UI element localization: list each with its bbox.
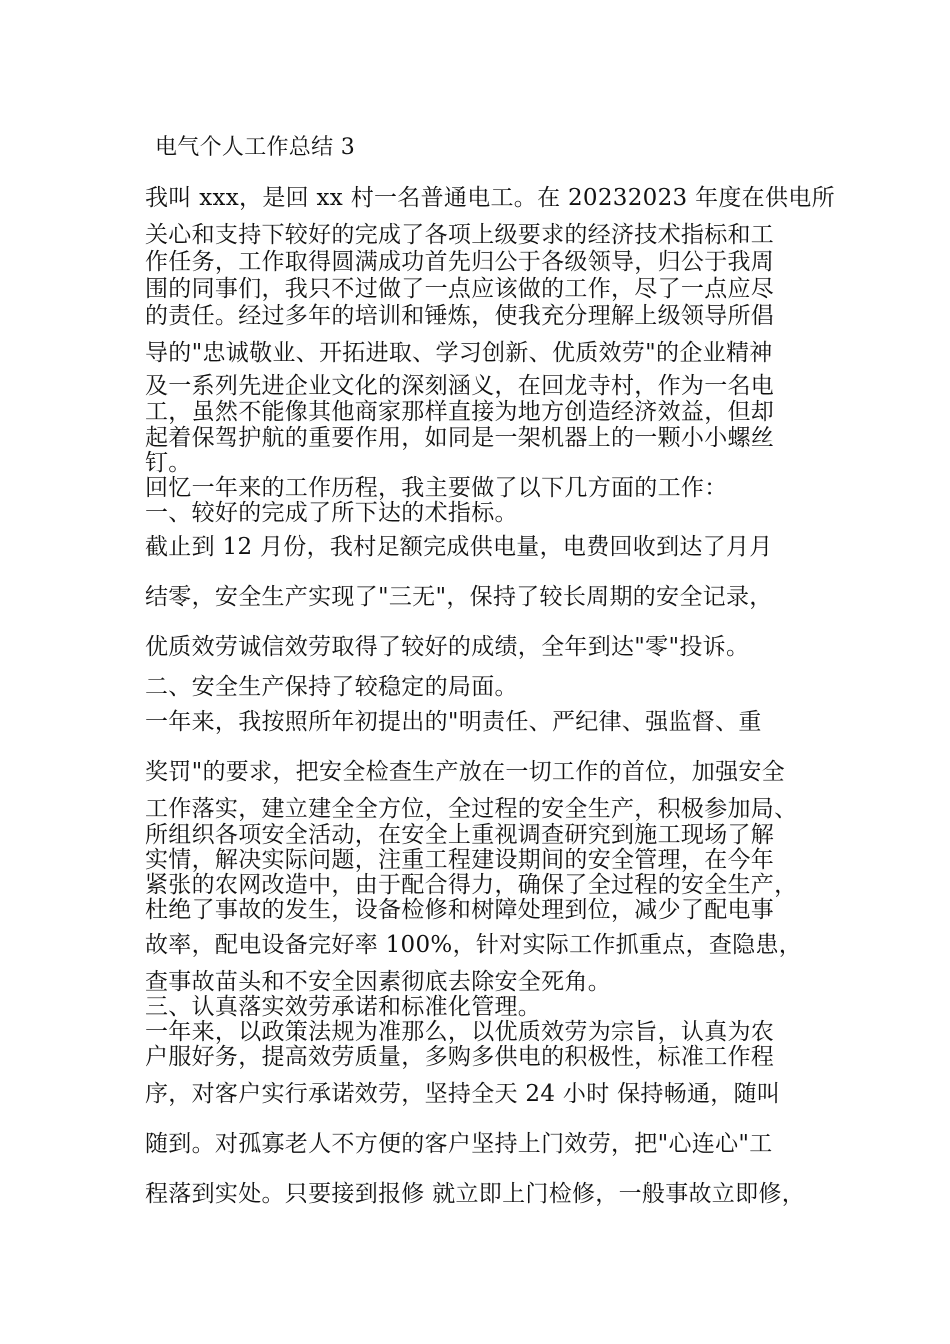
text-line: 截止到 12 月份，我村足额完成供电量，电费回收到达了月月 <box>145 534 773 560</box>
text-line: 导的"忠诚敬业、开拓进取、学习创新、优质效劳"的企业精神 <box>145 340 773 366</box>
text-line: 我叫 xxx，是回 xx 村一名普通电工。在 20232023 年度在供电所 <box>145 185 835 211</box>
text-line: 的责任。经过多年的培训和锤炼，使我充分理解上级领导所倡 <box>145 303 775 329</box>
text-line: 围的同事们，我只不过做了一点应该做的工作，尽了一点应尽 <box>145 276 775 302</box>
text-line: 户服好务，提高效劳质量，多购多供电的积极性，标准工作程 <box>145 1044 775 1070</box>
text-line: 起着保驾护航的重要作用，如同是一架机器上的一颗小小螺丝 <box>145 425 775 451</box>
text-line: 结零，安全生产实现了"三无"，保持了较长周期的安全记录， <box>145 584 773 610</box>
text-line: 一年来，我按照所年初提出的"明责任、严纪律、强监督、重 <box>145 709 762 735</box>
text-line: 所组织各项安全活动，在安全上重视调查研究到施工现场了解 <box>145 822 775 848</box>
text-line: 实情，解决实际问题，注重工程建设期间的安全管理，在今年 <box>145 847 775 873</box>
document-title: 电气个人工作总结 3 <box>155 135 355 160</box>
text-line: 紧张的农网改造中，由于配合得力，确保了全过程的安全生产， <box>145 872 798 898</box>
section-heading: 三、认真落实效劳承诺和标准化管理。 <box>145 994 542 1020</box>
text-line: 及一系列先进企业文化的深刻涵义，在回龙寺村，作为一名电 <box>145 373 775 399</box>
text-line: 程落到实处。只要接到报修 就立即上门检修，一般事故立即修， <box>145 1181 806 1207</box>
text-line: 钉。 <box>145 450 192 476</box>
text-line: 故率，配电设备完好率 100%，针对实际工作抓重点，查隐患， <box>145 932 803 958</box>
section-heading: 二、安全生产保持了较稳定的局面。 <box>145 674 518 700</box>
text-line: 关心和支持下较好的完成了各项上级要求的经济技术指标和工 <box>145 222 775 248</box>
text-line: 杜绝了事故的发生，设备检修和树障处理到位，减少了配电事 <box>145 897 775 923</box>
text-line: 序，对客户实行承诺效劳，坚持全天 24 小时 保持畅通，随叫 <box>145 1081 781 1107</box>
text-line: 一年来，以政策法规为准那么，以优质效劳为宗旨，认真为农 <box>145 1019 775 1045</box>
text-line: 作任务，工作取得圆满成功首先归公于各级领导，归公于我周 <box>145 249 775 275</box>
section-heading: 一、较好的完成了所下达的术指标。 <box>145 500 518 526</box>
text-line: 优质效劳诚信效劳取得了较好的成绩，全年到达"零"投诉。 <box>145 634 750 660</box>
text-line: 工，虽然不能像其他商家那样直接为地方创造经济效益，但却 <box>145 399 775 425</box>
text-line: 工作落实，建立建全全方位，全过程的安全生产，积极参加局、 <box>145 796 798 822</box>
text-line: 奖罚"的要求，把安全检查生产放在一切工作的首位，加强安全 <box>145 759 785 785</box>
text-line: 随到。对孤寡老人不方便的客户坚持上门效劳，把"心连心"工 <box>145 1131 773 1157</box>
text-line: 查事故苗头和不安全因素彻底去除安全死角。 <box>145 969 611 995</box>
text-line: 回忆一年来的工作历程，我主要做了以下几方面的工作： <box>145 475 728 501</box>
